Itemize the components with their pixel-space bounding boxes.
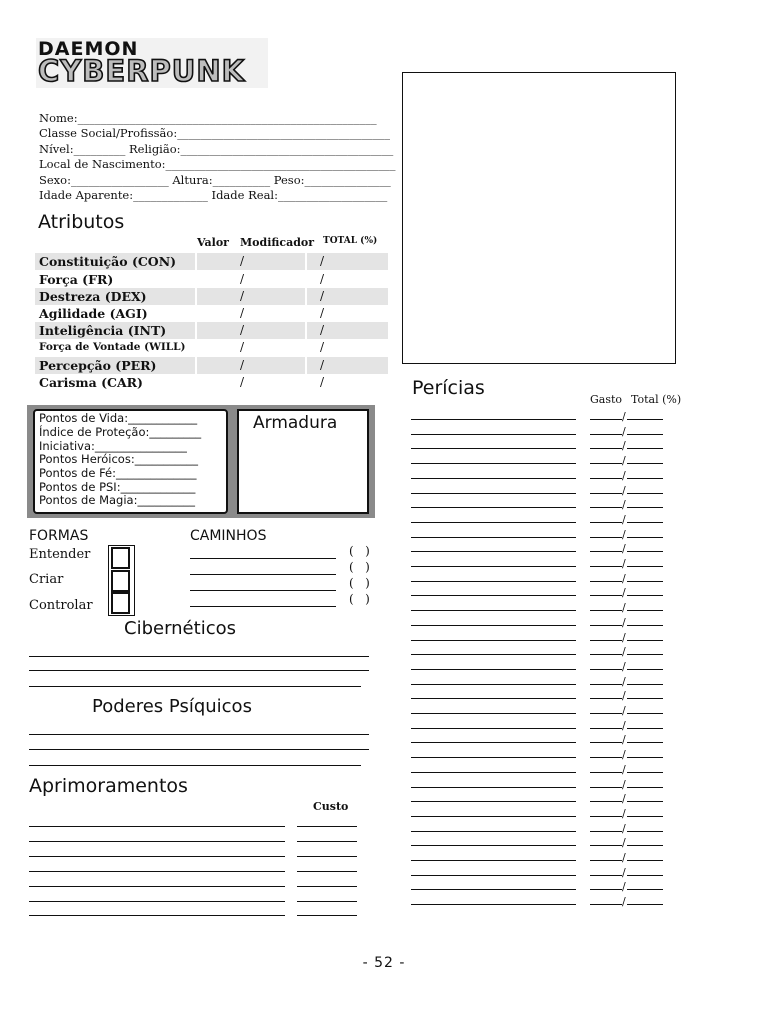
pericia-name-line[interactable] [411,816,576,817]
pericia-total-line[interactable] [627,419,663,420]
pericia-gasto-line[interactable] [590,625,622,626]
attr-label: Força (FR) [39,272,114,287]
pericia-gasto-line[interactable] [590,816,622,817]
pericia-name-line[interactable] [411,654,576,655]
pericia-total-line[interactable] [627,640,663,641]
pericia-separator: / [622,851,626,864]
caminho-paren-2[interactable]: ( ) [349,560,370,574]
pericia-name-line[interactable] [411,566,576,567]
attr-sep-total: / [320,272,325,286]
vital-pontos-heroicos[interactable]: Pontos Heróicos:___________ [39,452,198,466]
attr-row-fr [35,271,388,288]
aprimoramentos-title: Aprimoramentos [29,775,188,797]
pericia-separator: / [622,778,626,791]
vital-pontos-psi[interactable]: Pontos de PSI:_____________ [39,480,196,494]
pericia-total-line[interactable] [627,713,663,714]
pericia-name-line[interactable] [411,537,576,538]
formas-title: FORMAS [29,528,89,544]
forma-criar: Criar [29,572,64,587]
pericia-separator: / [622,557,626,570]
forma-entender-box[interactable] [111,547,130,569]
attr-sep-mod: / [240,340,245,354]
attr-sep-total: / [320,323,325,337]
pericia-separator: / [622,689,626,702]
attr-sep-mod: / [240,306,245,320]
pericia-total-line[interactable] [627,860,663,861]
ciberneticos-title: Cibernéticos [124,618,236,639]
attr-sep-mod: / [240,289,245,303]
pericia-gasto-line[interactable] [590,845,622,846]
pericia-separator: / [622,836,626,849]
pericia-separator: / [622,880,626,893]
vital-pontos-de-vida[interactable]: Pontos de Vida:____________ [39,411,198,425]
pericia-separator: / [622,616,626,629]
field-nivel-religiao[interactable]: Nível:_________ Religião:_____________________________________ [39,142,394,156]
logo [36,38,268,88]
custo-line[interactable] [297,901,357,902]
pericia-separator: / [622,513,626,526]
pericia-total-line[interactable] [627,669,663,670]
pericia-name-line[interactable] [411,507,576,508]
pericia-gasto-line[interactable] [590,860,622,861]
caminho-line-1[interactable] [190,558,336,559]
pericia-gasto-line[interactable] [590,728,622,729]
attr-label: Destreza (DEX) [39,289,147,304]
pericia-separator: / [622,719,626,732]
caminho-line-2[interactable] [190,574,336,575]
pericia-name-line[interactable] [411,904,576,905]
attr-label: Percepção (PER) [39,358,157,373]
pericia-separator: / [622,748,626,761]
pericia-gasto-line[interactable] [590,566,622,567]
pericia-name-line[interactable] [411,728,576,729]
pericia-total-line[interactable] [627,522,663,523]
portrait-box[interactable] [402,72,676,364]
pericia-name-line[interactable] [411,640,576,641]
poder-line[interactable] [29,765,361,766]
pericia-total-line[interactable] [627,478,663,479]
custo-line[interactable] [297,915,357,916]
caminho-paren-4[interactable]: ( ) [349,592,370,606]
pericia-gasto-line[interactable] [590,595,622,596]
aprimoramento-line[interactable] [29,915,285,916]
field-local-nascimento[interactable]: Local de Nascimento:________________________________________ [39,157,396,171]
pericia-gasto-line[interactable] [590,801,622,802]
cibernetico-line[interactable] [29,670,369,671]
pericia-total-line[interactable] [627,816,663,817]
aprimoramento-line[interactable] [29,826,285,827]
pericia-gasto-line[interactable] [590,610,622,611]
pericia-total-line[interactable] [627,845,663,846]
attr-label: Força de Vontade (WILL) [39,341,186,353]
col-modificador: Modificador [240,236,315,249]
pericia-name-line[interactable] [411,625,576,626]
attr-sep-mod: / [240,272,245,286]
field-idade[interactable]: Idade Aparente:_____________ Idade Real:___________________ [39,188,388,202]
aprimoramento-line[interactable] [29,841,285,842]
pericia-name-line[interactable] [411,522,576,523]
cibernetico-line[interactable] [29,686,361,687]
pericia-gasto-line[interactable] [590,551,622,552]
pericia-gasto-line[interactable] [590,463,622,464]
vital-pontos-fe[interactable]: Pontos de Fé:______________ [39,466,197,480]
pericia-gasto-line[interactable] [590,522,622,523]
pericia-gasto-line[interactable] [590,581,622,582]
caminho-line-3[interactable] [190,590,336,591]
pericia-total-line[interactable] [627,757,663,758]
pericia-separator: / [622,586,626,599]
pericia-gasto-line[interactable] [590,493,622,494]
forma-criar-box[interactable] [111,570,130,592]
pericia-gasto-line[interactable] [590,787,622,788]
pericia-separator: / [622,631,626,644]
pericia-name-line[interactable] [411,551,576,552]
custo-line[interactable] [297,871,357,872]
pericia-name-line[interactable] [411,742,576,743]
pericia-total-line[interactable] [627,448,663,449]
aprimoramento-line[interactable] [29,871,285,872]
pericia-gasto-line[interactable] [590,889,622,890]
pericia-name-line[interactable] [411,478,576,479]
attr-row-int [35,322,388,339]
pericia-name-line[interactable] [411,889,576,890]
pericia-total-line[interactable] [627,493,663,494]
attr-sep-total: / [320,254,325,268]
attr-row-con [35,253,388,270]
pericia-gasto-line[interactable] [590,507,622,508]
poder-line[interactable] [29,734,369,735]
col-custo: Custo [313,800,349,813]
atributos-title: Atributos [38,211,125,233]
pericia-gasto-line[interactable] [590,654,622,655]
cibernetico-line[interactable] [29,656,369,657]
pericia-name-line[interactable] [411,448,576,449]
pericia-total-line[interactable] [627,684,663,685]
poderes-title: Poderes Psíquicos [92,696,252,717]
pericia-total-line[interactable] [627,875,663,876]
pericia-total-line[interactable] [627,625,663,626]
armadura-title: Armadura [253,413,338,433]
pericia-name-line[interactable] [411,669,576,670]
pericias-title: Perícias [412,377,485,399]
pericia-separator: / [622,895,626,908]
pericia-gasto-line[interactable] [590,684,622,685]
pericia-gasto-line[interactable] [590,757,622,758]
logo-line-daemon: DAEMON [38,38,139,60]
pericia-separator: / [622,704,626,717]
aprimoramento-line[interactable] [29,856,285,857]
attr-row-car [35,374,388,391]
pericia-gasto-line[interactable] [590,640,622,641]
attr-row-dex [35,288,388,305]
pericia-name-line[interactable] [411,757,576,758]
pericia-gasto-line[interactable] [590,713,622,714]
pericia-total-line[interactable] [627,787,663,788]
pericia-name-line[interactable] [411,713,576,714]
pericia-separator: / [622,792,626,805]
pericia-separator: / [622,572,626,585]
field-classe-social[interactable]: Classe Social/Profissão:_____________________________________ [39,126,390,140]
attr-label: Constituição (CON) [39,254,177,269]
forma-controlar-box[interactable] [111,592,130,614]
pericia-separator: / [622,660,626,673]
pericia-separator: / [622,542,626,555]
pericia-gasto-line[interactable] [590,434,622,435]
pericia-gasto-line[interactable] [590,772,622,773]
attr-label: Agilidade (AGI) [39,306,148,321]
attr-row-will [35,339,388,356]
pericia-name-line[interactable] [411,595,576,596]
pericia-separator: / [622,822,626,835]
pericia-gasto-line[interactable] [590,669,622,670]
pericia-gasto-line[interactable] [590,875,622,876]
page-number: - 52 - [362,955,406,971]
pericia-gasto-line[interactable] [590,448,622,449]
col-total-pericias: Total (%) [631,393,682,406]
pericia-separator: / [622,439,626,452]
pericia-total-line[interactable] [627,654,663,655]
vital-iniciativa[interactable]: Iniciativa:________________ [39,439,187,453]
caminho-paren-3[interactable]: ( ) [349,576,370,590]
pericia-name-line[interactable] [411,684,576,685]
pericia-total-line[interactable] [627,831,663,832]
pericia-name-line[interactable] [411,434,576,435]
pericia-total-line[interactable] [627,904,663,905]
pericia-separator: / [622,410,626,423]
attr-row-per [35,357,388,374]
field-sexo-altura-peso[interactable]: Sexo:_________________ Altura:__________ Peso:_______________ [39,173,391,187]
pericia-total-line[interactable] [627,772,663,773]
attr-sep-total: / [320,306,325,320]
pericia-gasto-line[interactable] [590,831,622,832]
pericia-gasto-line[interactable] [590,537,622,538]
attr-sep-total: / [320,289,325,303]
col-valor: Valor [197,236,229,249]
pericia-separator: / [622,733,626,746]
pericia-separator: / [622,601,626,614]
pericia-gasto-line[interactable] [590,904,622,905]
pericia-total-line[interactable] [627,551,663,552]
col-gasto: Gasto [590,393,623,406]
pericia-name-line[interactable] [411,581,576,582]
pericia-gasto-line[interactable] [590,742,622,743]
pericia-name-line[interactable] [411,845,576,846]
pericia-total-line[interactable] [627,698,663,699]
pericia-total-line[interactable] [627,742,663,743]
pericia-separator: / [622,498,626,511]
caminho-line-4[interactable] [190,606,336,607]
aprimoramento-line[interactable] [29,901,285,902]
pericia-gasto-line[interactable] [590,698,622,699]
pericia-total-line[interactable] [627,610,663,611]
pericia-total-line[interactable] [627,463,663,464]
attr-sep-mod: / [240,375,245,389]
pericia-separator: / [622,469,626,482]
pericia-separator: / [622,528,626,541]
pericia-gasto-line[interactable] [590,478,622,479]
attr-sep-mod: / [240,323,245,337]
pericia-total-line[interactable] [627,581,663,582]
attr-label: Carisma (CAR) [39,375,143,390]
pericia-separator: / [622,866,626,879]
pericia-gasto-line[interactable] [590,419,622,420]
logo-line-cyberpunk: CYBERPUNK [38,54,246,88]
pericia-separator: / [622,675,626,688]
attr-sep-mod: / [240,358,245,372]
field-nome[interactable]: Nome:____________________________________________________ [39,111,377,125]
attr-row-agi [35,305,388,322]
forma-entender: Entender [29,547,91,562]
aprimoramento-line[interactable] [29,886,285,887]
pericia-separator: / [622,807,626,820]
col-total: TOTAL (%) [323,236,378,246]
attr-sep-total: / [320,358,325,372]
pericia-total-line[interactable] [627,537,663,538]
pericia-name-line[interactable] [411,419,576,420]
attr-sep-mod: / [240,254,245,268]
attr-label: Inteligência (INT) [39,323,167,338]
pericia-total-line[interactable] [627,889,663,890]
pericia-name-line[interactable] [411,698,576,699]
pericia-total-line[interactable] [627,566,663,567]
pericia-separator: / [622,645,626,658]
vital-pontos-magia[interactable]: Pontos de Magia:__________ [39,493,195,507]
poder-line[interactable] [29,749,369,750]
pericia-name-line[interactable] [411,772,576,773]
pericia-name-line[interactable] [411,860,576,861]
forma-controlar: Controlar [29,598,93,613]
caminhos-title: CAMINHOS [190,528,267,544]
pericia-name-line[interactable] [411,831,576,832]
pericia-name-line[interactable] [411,875,576,876]
pericia-separator: / [622,454,626,467]
pericia-name-line[interactable] [411,787,576,788]
custo-line[interactable] [297,841,357,842]
custo-line[interactable] [297,886,357,887]
pericia-total-line[interactable] [627,595,663,596]
pericia-total-line[interactable] [627,728,663,729]
pericia-name-line[interactable] [411,801,576,802]
pericia-separator: / [622,763,626,776]
attr-sep-total: / [320,340,325,354]
pericia-separator: / [622,425,626,438]
pericia-separator: / [622,484,626,497]
pericia-total-line[interactable] [627,801,663,802]
attr-sep-total: / [320,375,325,389]
pericia-name-line[interactable] [411,463,576,464]
caminho-paren-1[interactable]: ( ) [349,544,370,558]
pericia-name-line[interactable] [411,493,576,494]
vital-indice-protecao[interactable]: Índice de Proteção:_________ [39,425,202,439]
pericia-total-line[interactable] [627,434,663,435]
custo-line[interactable] [297,826,357,827]
custo-line[interactable] [297,856,357,857]
pericia-name-line[interactable] [411,610,576,611]
pericia-total-line[interactable] [627,507,663,508]
